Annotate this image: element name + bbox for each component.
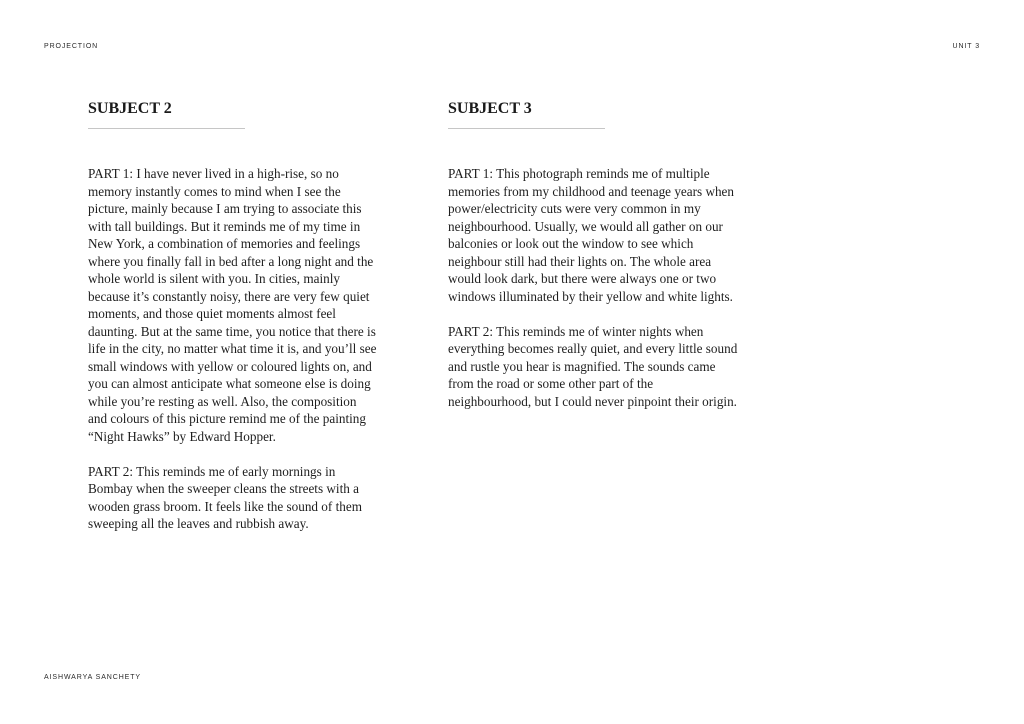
subject-2-column <box>88 97 378 533</box>
subject-3-part-1: PART 1: This photograph reminds me of multiple memories from my childhood and teenage years when power/electricity cuts were very common in my neighbourhood. Usually, we would all gather on our balconies or look out the window to see which neighbour still had their lights on. The whole area would look dark, but there were always one or two windows illuminated by their yellow and white lights. <box>448 166 735 304</box>
subject-3-title: SUBJECT 3 <box>448 100 532 117</box>
header-projection-label: PROJECTION <box>44 43 99 50</box>
subject-3-divider <box>448 128 605 129</box>
subject-3-column <box>448 97 738 410</box>
header-unit-label: UNIT 3 <box>952 43 980 50</box>
footer-author-name: AISHWARYA SANCHETY <box>44 674 141 681</box>
subject-2-part-1: PART 1: I have never lived in a high-rise, so no memory instantly comes to mind when I see the picture, mainly because I am trying to associate this with tall buildings. But it reminds me of my time in New York, a combination of memories and feelings where you finally fall in bed after a long night and the whole world is silent with you. In cities, mainly because it’s constantly noisy, there are very few quiet moments, and those quiet moments almost feel daunting. But at the same time, you notice that there is life in the city, no matter what time it is, and you’ll see small windows with yellow or coloured lights on, and you can almost anticipate what someone else is doing while you’re resting as well. Also, the composition and colours of this picture remind me of the painting “Night Hawks” by Edward Hopper. <box>88 166 377 444</box>
subject-2-title: SUBJECT 2 <box>88 100 172 117</box>
subject-2-divider <box>88 128 245 129</box>
subject-2-part-2: PART 2: This reminds me of early mornings in Bombay when the sweeper cleans the streets with a wooden grass broom. It feels like the sound of them sweeping all the leaves and rubbish away. <box>88 463 362 531</box>
subject-3-part-2: PART 2: This reminds me of winter nights when everything becomes really quiet, and every little sound and rustle you hear is magnified. The sounds came from the road or some other part of the neighbourhood, but I could never pinpoint their origin. <box>448 323 738 409</box>
